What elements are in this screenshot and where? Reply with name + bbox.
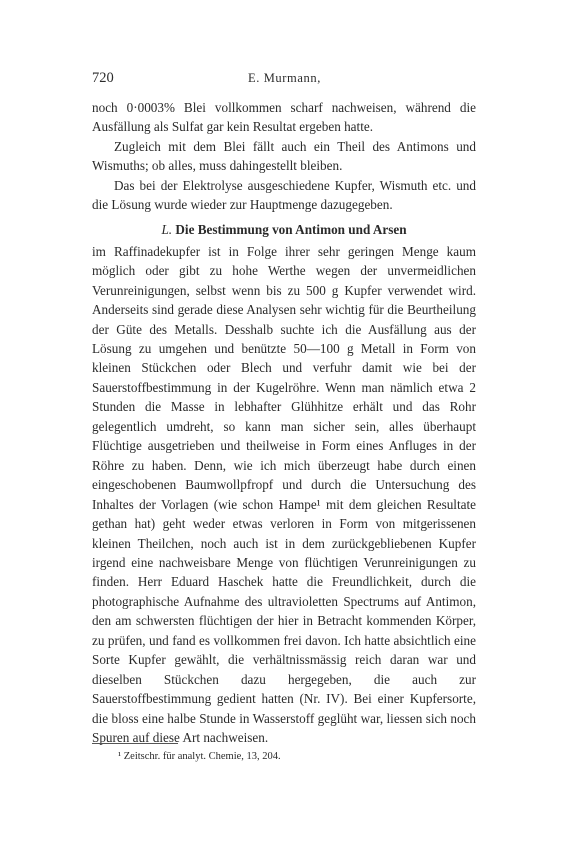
- section-paragraph: im Raffinadekupfer ist in Folge ihrer sehr geringen Menge kaum möglich oder gibt zu hohe Werthe wegen der unvermeidlichen Verunreinigungen, selbst wenn bis zu 500 g Kupfer verwendet wird. Anderseits sind gerade diese Analysen sehr wichtig für die Beurtheilung der Güte des Metalls. Desshalb suchte ich die Ausfällung aus der Lösung zu umgehen und benützte 50—100 g Metall in Form von kleinen Stückchen oder Blech und verfuhr damit wie bei der Sauerstoffbestimmung in der Kugelröhre. Wenn man nämlich etwa 2 Stunden die Masse in lebhafter Glühhitze erhält und das Rohr gelegentlich umdreht, so kann man sicher sein, alles überhaupt Flüchtige ausgetrieben und theilweise in Form eines Anfluges in der Röhre zu haben. Denn, wie ich mich überzeugt habe durch einen eingeschobenen Baumwollpfropf und durch die Untersuchung des Inhaltes der Vorlagen (wie schon Hampe¹ mit dem gleichen Resultate gethan hat) geht weder etwas verloren in Form von mitgerissenen kleinen Theilchen, noch auch ist in dem zurückgebliebenen Kupfer irgend eine nachweisbare Menge von flüchtigen Verunreinigungen zu finden. Herr Eduard Haschek hatte die Freundlichkeit, durch die photographische Aufnahme des ultravioletten Spectrums auf Antimon, den am schwersten flüchtigen der hier in Betracht kommenden Körper, zu prüfen, und fand es vollkommen frei davon. Ich hatte absichtlich eine Sorte Kupfer gewählt, die verhältnissmässig reich daran war und dieselben Stückchen dazu hergegeben, die auch zur Sauerstoffbestimmung gedient hatten (Nr. IV). Bei einer Kupfersorte, die bloss eine halbe Stunde in Wasserstoff geglüht war, liessen sich noch Spuren auf diese Art nachweisen.: [92, 243, 476, 746]
- footnote-rule: [92, 743, 178, 744]
- body-text: [92, 98, 476, 748]
- paragraph: Zugleich mit dem Blei fällt auch ein Theil des Antimons und Wismuths; ob alles, muss dahingestellt bleiben.: [92, 138, 476, 174]
- footnote: ¹ Zeitschr. für analyt. Chemie, 13, 204.: [118, 751, 281, 762]
- paragraph-lead: noch 0·0003% Blei vollkommen scharf nachweisen, während die Ausfällung als Sulfat gar kein Resultat ergeben hatte.: [92, 100, 476, 135]
- section-title: Die Bestimmung von Antimon und Arsen: [175, 221, 407, 237]
- page-header: [92, 70, 477, 90]
- running-head: E. Murmann,: [248, 71, 321, 85]
- section-letter: L.: [161, 221, 173, 237]
- paragraph: Das bei der Elektrolyse ausgeschiedene Kupfer, Wismuth etc. und die Lösung wurde wieder zur Hauptmenge dazugegeben.: [92, 177, 476, 213]
- section-heading: [92, 220, 476, 239]
- page-number: 720: [92, 70, 114, 86]
